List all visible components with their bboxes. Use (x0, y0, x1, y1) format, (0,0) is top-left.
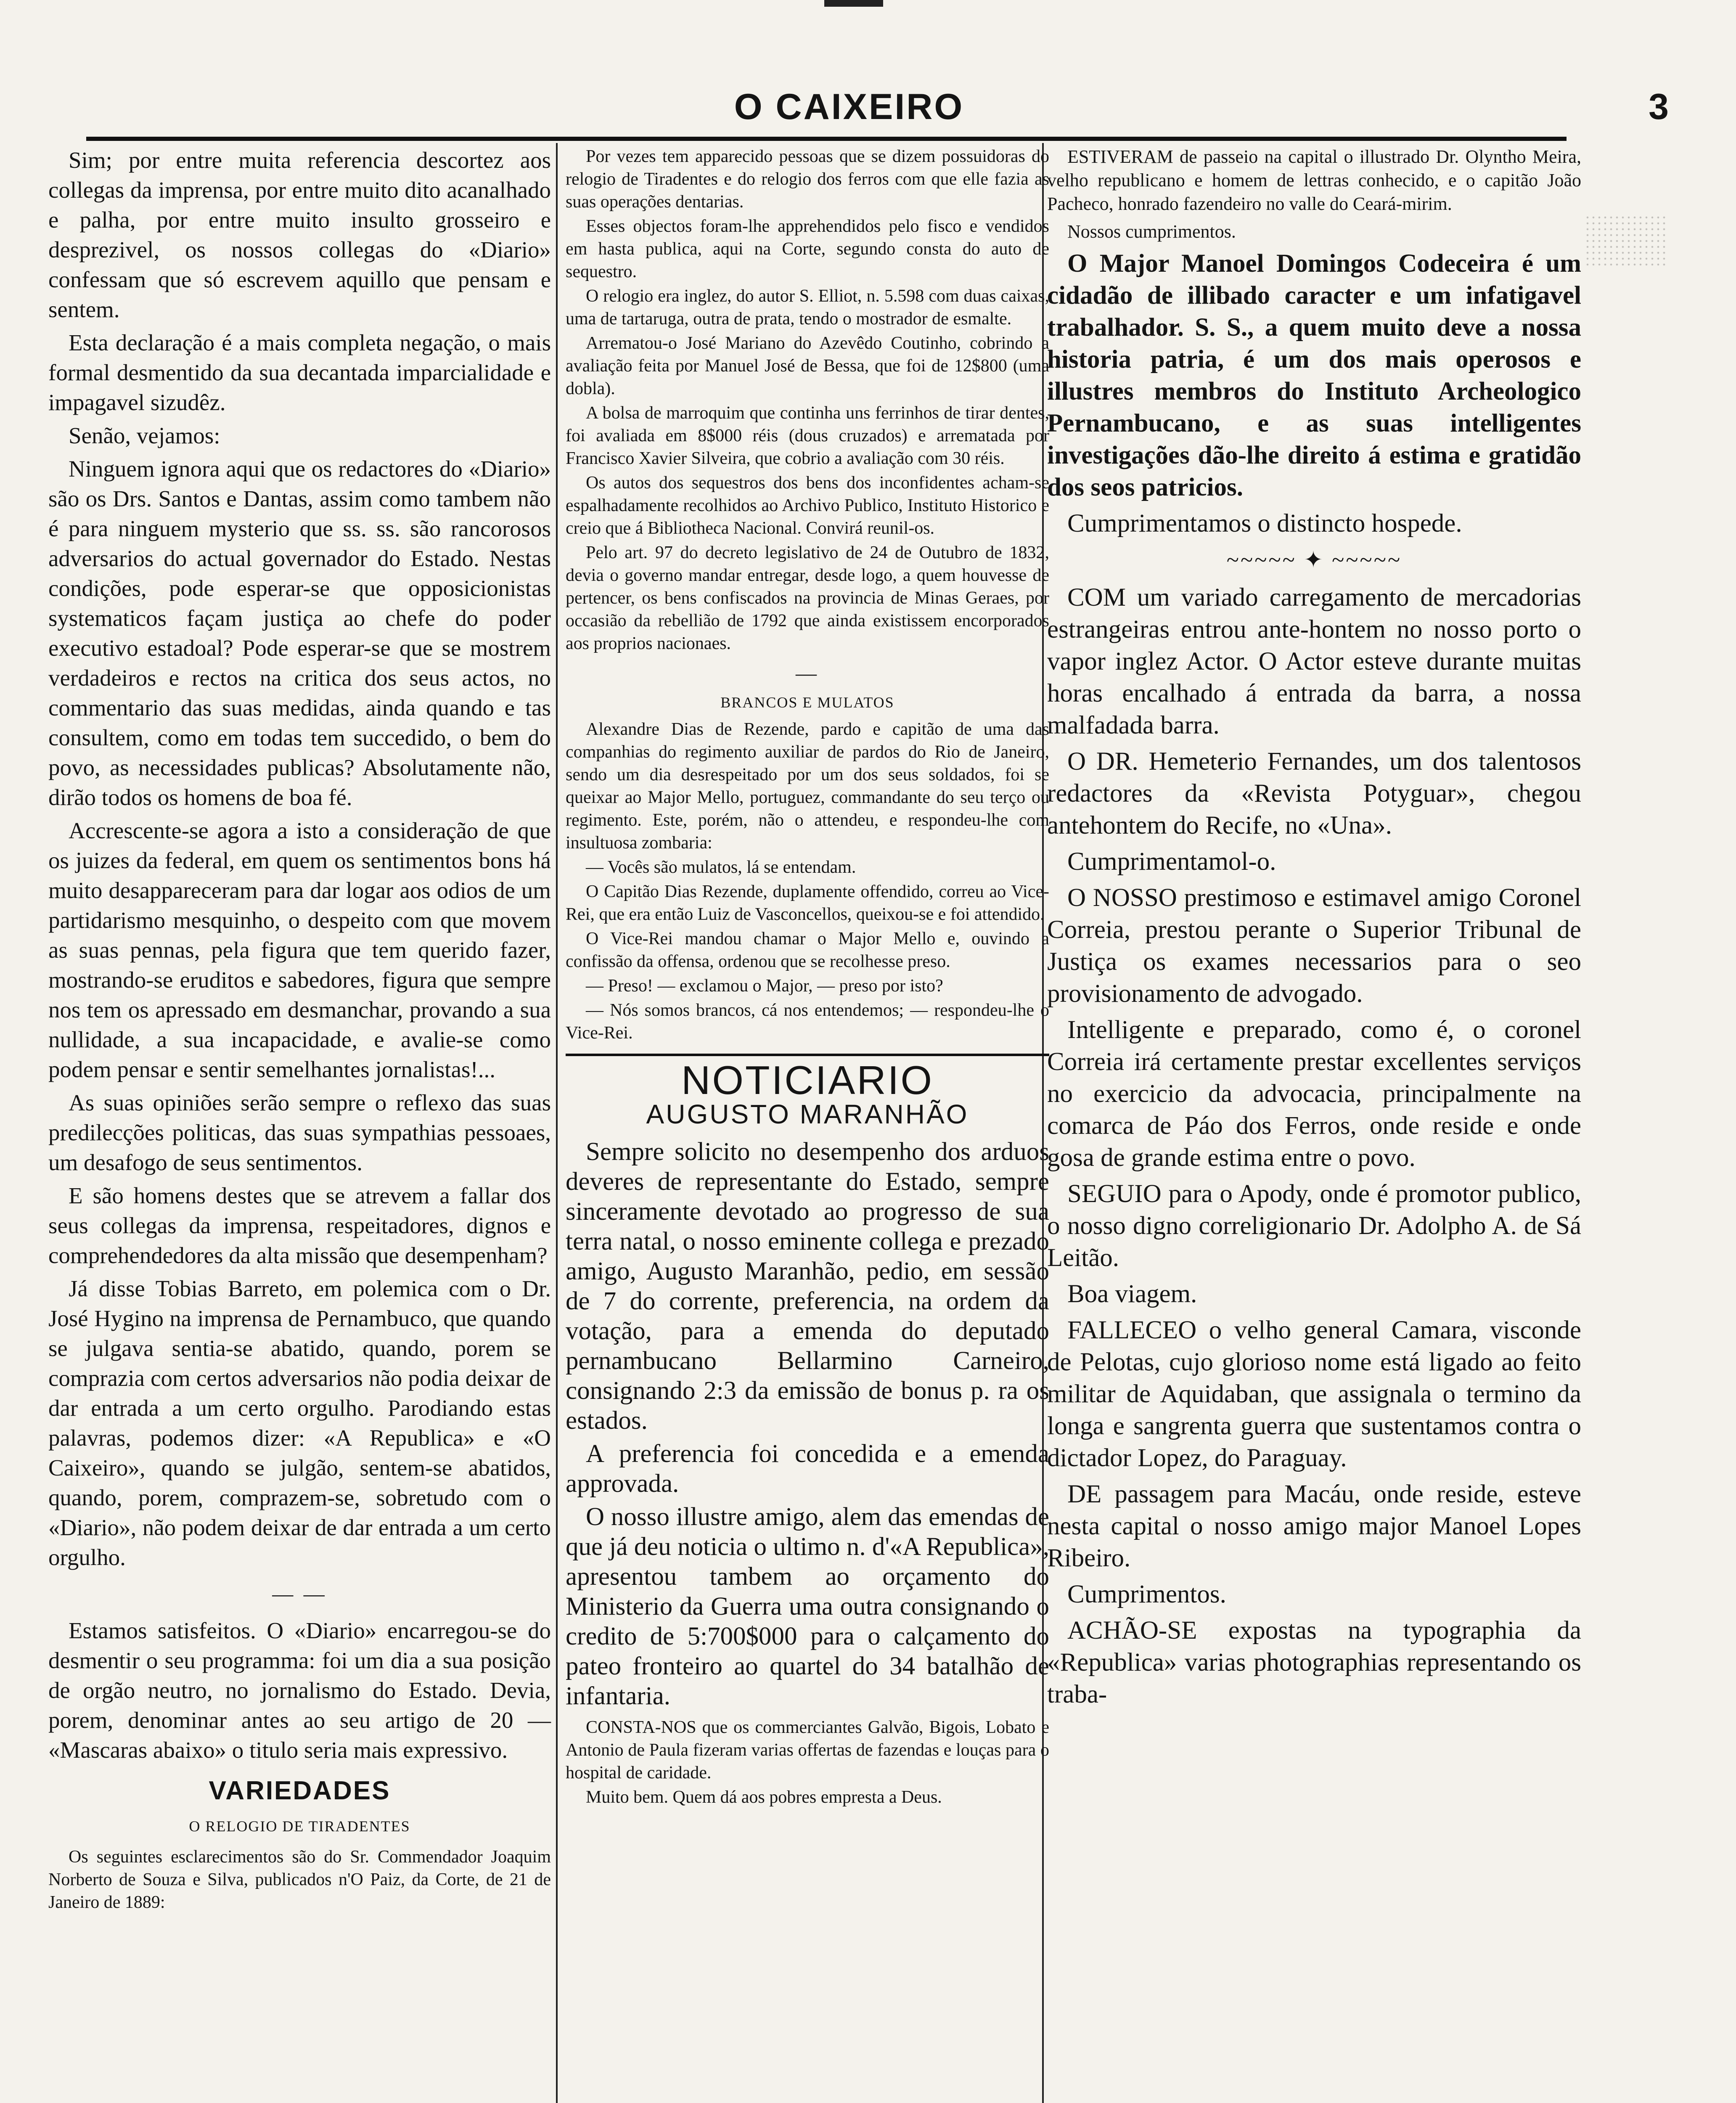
article-paragraph: Sempre solicito no desempenho dos arduos deveres de representante do Estado, sempre sinceramente devotado ao progresso de sua terra natal, o nosso eminente collega e prezado amigo, Augusto Maranhão, pedio, em sessão de 7 do corrente, preferencia, na ordem da votação, para a emenda do deputado pernambucano Bellarmino Carneiro, consignando 2:3 da emissão de bonus p. ra os estados. (566, 1138, 1049, 1435)
article-paragraph: Esses objectos foram-lhe apprehendidos pelo fisco e vendidos em hasta publica, aqui na Corte, segundo consta do auto de sequestro. (566, 217, 1049, 281)
article-paragraph: Estamos satisfeitos. O «Diario» encarregou-se do desmentir o seu programma: foi um dia a sua posição de orgão neutro, no jornalismo do Estado. Devia, porem, denominar antes ao seu artigo de 20 — «Mascaras abaixo» o titulo seria mais expressivo. (48, 1618, 551, 1763)
article-paragraph: A bolsa de marroquim que continha uns ferrinhos de tirar dentes, foi avaliada em 8$000 réis (dous cruzados) e arrematada por Francisco Xavier Silveira, que cobrio a avaliação com 30 réis. (566, 403, 1049, 468)
article-paragraph: O Major Manoel Domingos Codeceira é um cidadão de illibado caracter e um infatigavel trabalhador. S. S., a quem muito deve a nossa historia patria, é um dos mais operosos e illustres membros do Instituto Archeologico Pernambucano, e as suas intelligentes investigações dão-lhe direito á estima e gratidão dos seos patricios. (1047, 249, 1581, 501)
article-paragraph: Senão, vejamos: (69, 423, 220, 448)
article-paragraph: Ninguem ignora aqui que os redactores do «Diario» são os Drs. Santos e Dantas, assim como tambem não é para ninguem mysterio que ss. ss. são rancorosos adversarios do actual governador do Estado. Nestas condições, pode esperar-se que opposicionistas systematicos façam justiça ao chefe do poder executivo estadoal? Pode esperar-se que se mostrem verdadeiros e rectos na critica dos seus actos, no commentario das suas medidas, ainda quando e tas consultem, como em todas tem succedido, o bem do povo, as necessidades publicas? Absolutamente não, dirão todos os homens de boa fé. (48, 456, 551, 810)
article-paragraph: Muito bem. Quem dá aos pobres empresta a Deus. (586, 1788, 942, 1807)
article-paragraph: O NOSSO prestimoso e estimavel amigo Coronel Correia, prestou perante o Superior Tribunal de Justiça os exames necessarios para o seo provisionamento de advogado. (1047, 884, 1581, 1008)
article-paragraph: A preferencia foi concedida e a emenda approvada. (566, 1440, 1049, 1498)
article-paragraph: Nossos cumprimentos. (1067, 221, 1236, 242)
column-divider-1 (556, 143, 558, 2103)
article-paragraph: O Capitão Dias Rezende, duplamente offendido, correu ao Vice-Rei, que era então Luiz de Vasconcellos, queixou-se e foi attendido. (566, 882, 1049, 924)
relogio-article (566, 145, 1049, 1044)
article-paragraph: E são homens destes que se atrevem a fallar dos seus collegas da imprensa, respeitadores, dignos e comprehendedores da alta missão que desempenham? (48, 1183, 551, 1268)
article-paragraph: Cumprimentamos o distincto hospede. (1067, 509, 1462, 538)
article-paragraph: Pelo art. 97 do decreto legislativo de 24 de Outubro de 1832, devia o governo mandar entregar, desde logo, a quem houvesse de pertencer, os bens confiscados na provincia de Minas Geraes, por occasião da rebellião de 1792 que ainda existissem encorporados aos proprios nacionaes. (566, 543, 1049, 653)
article-paragraph: Já disse Tobias Barreto, em polemica com o Dr. José Hygino na imprensa de Pernambuco, que quando se julgava sentia-se abatido, quando, porem se comprazia com certos adversarios não podia deixar de dar entrada a um certo orgulho. Parodiando estas palavras, podemos dizer: «A Republica» e «O Caixeiro», quando se julgão, sentem-se abatidos, quando, porem, comprazem-se, sobretudo com o «Diario», não podem deixar de dar entrada a um certo orgulho. (48, 1276, 551, 1570)
article-paragraph: O DR. Hemeterio Fernandes, um dos talentosos redactores da «Revista Potyguar», chegou antehontem do Recife, no «Una». (1047, 747, 1581, 840)
masthead (88, 78, 1669, 132)
article-paragraph: FALLECEO o velho general Camara, visconde de Pelotas, cujo glorioso nome está ligado ao feito militar de Aquidaban, que assignala o termino da longa e sangrenta guerra que sustentamos contra o dictador Lopez, do Paraguay. (1047, 1316, 1581, 1472)
top-ink-mark (824, 0, 883, 7)
article-paragraph: — Vocês são mulatos, lá se entendam. (586, 858, 856, 877)
article-paragraph: SEGUIO para o Apody, onde é promotor publico, o nosso digno correligionario Dr. Adolpho A. de Sá Leitão. (1047, 1180, 1581, 1272)
ornamental-separator: ~~~~~ ✦ ~~~~~ (1226, 547, 1402, 572)
page-number: 3 (1649, 87, 1669, 127)
article-title-augusto-maranhao: AUGUSTO MARANHÃO (646, 1099, 969, 1129)
section-separator: — — (272, 1582, 327, 1605)
article-paragraph: O relogio era inglez, do autor S. Elliot, n. 5.598 com duas caixas, uma de tartaruga, outra de prata, tendo o mostrador de esmalte. (566, 286, 1049, 328)
article-paragraph: O nosso illustre amigo, alem das emendas de que já deu noticia o ultimo n. d'«A Republica», apresentou tambem ao orçamento do Ministerio da Guerra uma outra consignando o credito de 5:700$000 para o calçamento do pateo fronteiro ao quartel do 34 batalhão de infantaria. (566, 1503, 1049, 1710)
ink-speckle (1585, 215, 1669, 269)
article-paragraph: Os autos dos sequestros dos bens dos inconfidentes acham-se espalhadamente recolhidos ao Archivo Publico, Instituto Historico e creio que á Bibliotheca Nacional. Convirá reunil-os. (566, 473, 1049, 538)
column-3 (1047, 145, 1581, 1715)
newspaper-title: O CAIXEIRO (734, 87, 964, 127)
article-paragraph: ACHÃO-SE expostas na typographia da «Republica» varias photographias representando os traba- (1047, 1616, 1581, 1708)
article-paragraph: CONSTA-NOS que os commerciantes Galvão, Bigois, Lobato e Antonio de Paula fizeram varias offertas de fazendas e louças para o hospital de caridade. (566, 1718, 1049, 1783)
article-paragraph: Cumprimentamol-o. (1067, 848, 1276, 876)
section-separator: — (796, 661, 819, 685)
article-paragraph: Boa viagem. (1067, 1280, 1197, 1308)
section-subtitle: O RELOGIO DE TIRADENTES (189, 1818, 410, 1835)
article-paragraph: — Nós somos brancos, cá nos entendemos; — respondeu-lhe o Vice-Rei. (566, 1001, 1049, 1043)
column-1 (48, 145, 551, 1917)
article-paragraph: Esta declaração é a mais completa negação, o mais formal desmentido da sua decantada imparcialidade e impagavel sizudêz. (48, 330, 551, 415)
column-2 (566, 145, 1049, 1810)
article-paragraph: — Preso! — exclamou o Major, — preso por isto? (586, 976, 943, 996)
section-title-variedades: VARIEDADES (209, 1776, 391, 1805)
article-paragraph: COM um variado carregamento de mercadorias estrangeiras entrou ante-hontem no nosso porto o vapor inglez Actor. O Actor esteve durante muitas horas encalhado á entrada da barra, a nossa malfadada barra. (1047, 583, 1581, 739)
article-paragraph: Cumprimentos. (1067, 1580, 1226, 1608)
article-paragraph: Os seguintes esclarecimentos são do Sr. Commendador Joaquim Norberto de Souza e Silva, publicados n'O Paiz, da Corte, de 21 de Janeiro de 1889: (48, 1847, 551, 1912)
masthead-rule (86, 137, 1567, 141)
section-subtitle-brancos: BRANCOS E MULATOS (720, 694, 894, 711)
article-paragraph: DE passagem para Macáu, onde reside, esteve nesta capital o nosso amigo major Manoel Lopes Ribeiro. (1047, 1480, 1581, 1572)
article-paragraph: Accrescente-se agora a isto a consideração de que os juizes da federal, em quem os sentimentos bons há muito desappareceram para dar logar aos odios de um partidarismo mesquinho, o despeito com que movem as suas pennas, pela figura que tem querido fazer, mostrando-se eruditos e sabedores, figura que sempre nos tem os apressado em desmanchar, provando a sua nullidade, a sua incapacidade, e avalie-se como podem pensar e sentir semelhantes jornalistas!... (48, 818, 551, 1082)
article-paragraph: Por vezes tem apparecido pessoas que se dizem possuidoras do relogio de Tiradentes e do relogio dos ferros com que elle fazia as suas operações dentarias. (566, 147, 1049, 212)
article-paragraph: Intelligente e preparado, como é, o coronel Correia irá certamente prestar excellentes serviços no exercicio da advocacia, principalmente na comarca de Páo dos Ferros, onde reside e onde gosa de grande estima entre o povo. (1047, 1016, 1581, 1172)
article-paragraph: Alexandre Dias de Rezende, pardo e capitão de uma das companhias do regimento auxiliar de pardos do Rio de Janeiro, sendo um dia desrespeitado por um dos seus soldados, foi se queixar ao Major Mello, portuguez, commandante do seu terço ou regimento. Este, porém, não o attendeu, e respondeu-lhe com insultuosa zombaria: (566, 720, 1049, 853)
section-title-noticiario: NOTICIARIO (566, 1054, 1049, 1095)
article-paragraph: ESTIVERAM de passeio na capital o illustrado Dr. Olyntho Meira, velho republicano e homem de lettras conhecido, e o capitão João Pacheco, honrado fazendeiro no valle do Ceará-mirim. (1047, 146, 1581, 214)
article-paragraph: As suas opiniões serão sempre o reflexo das suas predilecções politicas, das suas sympathias pessoaes, um desafogo de seus sentimentos. (48, 1090, 551, 1175)
article-paragraph: Sim; por entre muita referencia descortez aos collegas da imprensa, por entre muito dito acanalhado e palha, por entre muito insulto grosseiro e desprezivel, os nossos collegas do «Diario» confessam que só escrevem aquillo que pensam e sentem. (48, 147, 551, 322)
article-paragraph: Arrematou-o José Mariano do Azevêdo Coutinho, cobrindo a avaliação feita por Manuel José de Bessa, que foi de 12$800 (uma dobla). (566, 334, 1049, 398)
article-paragraph: O Vice-Rei mandou chamar o Major Mello e, ouvindo a confissão da offensa, ordenou que se recolhesse preso. (566, 929, 1049, 971)
